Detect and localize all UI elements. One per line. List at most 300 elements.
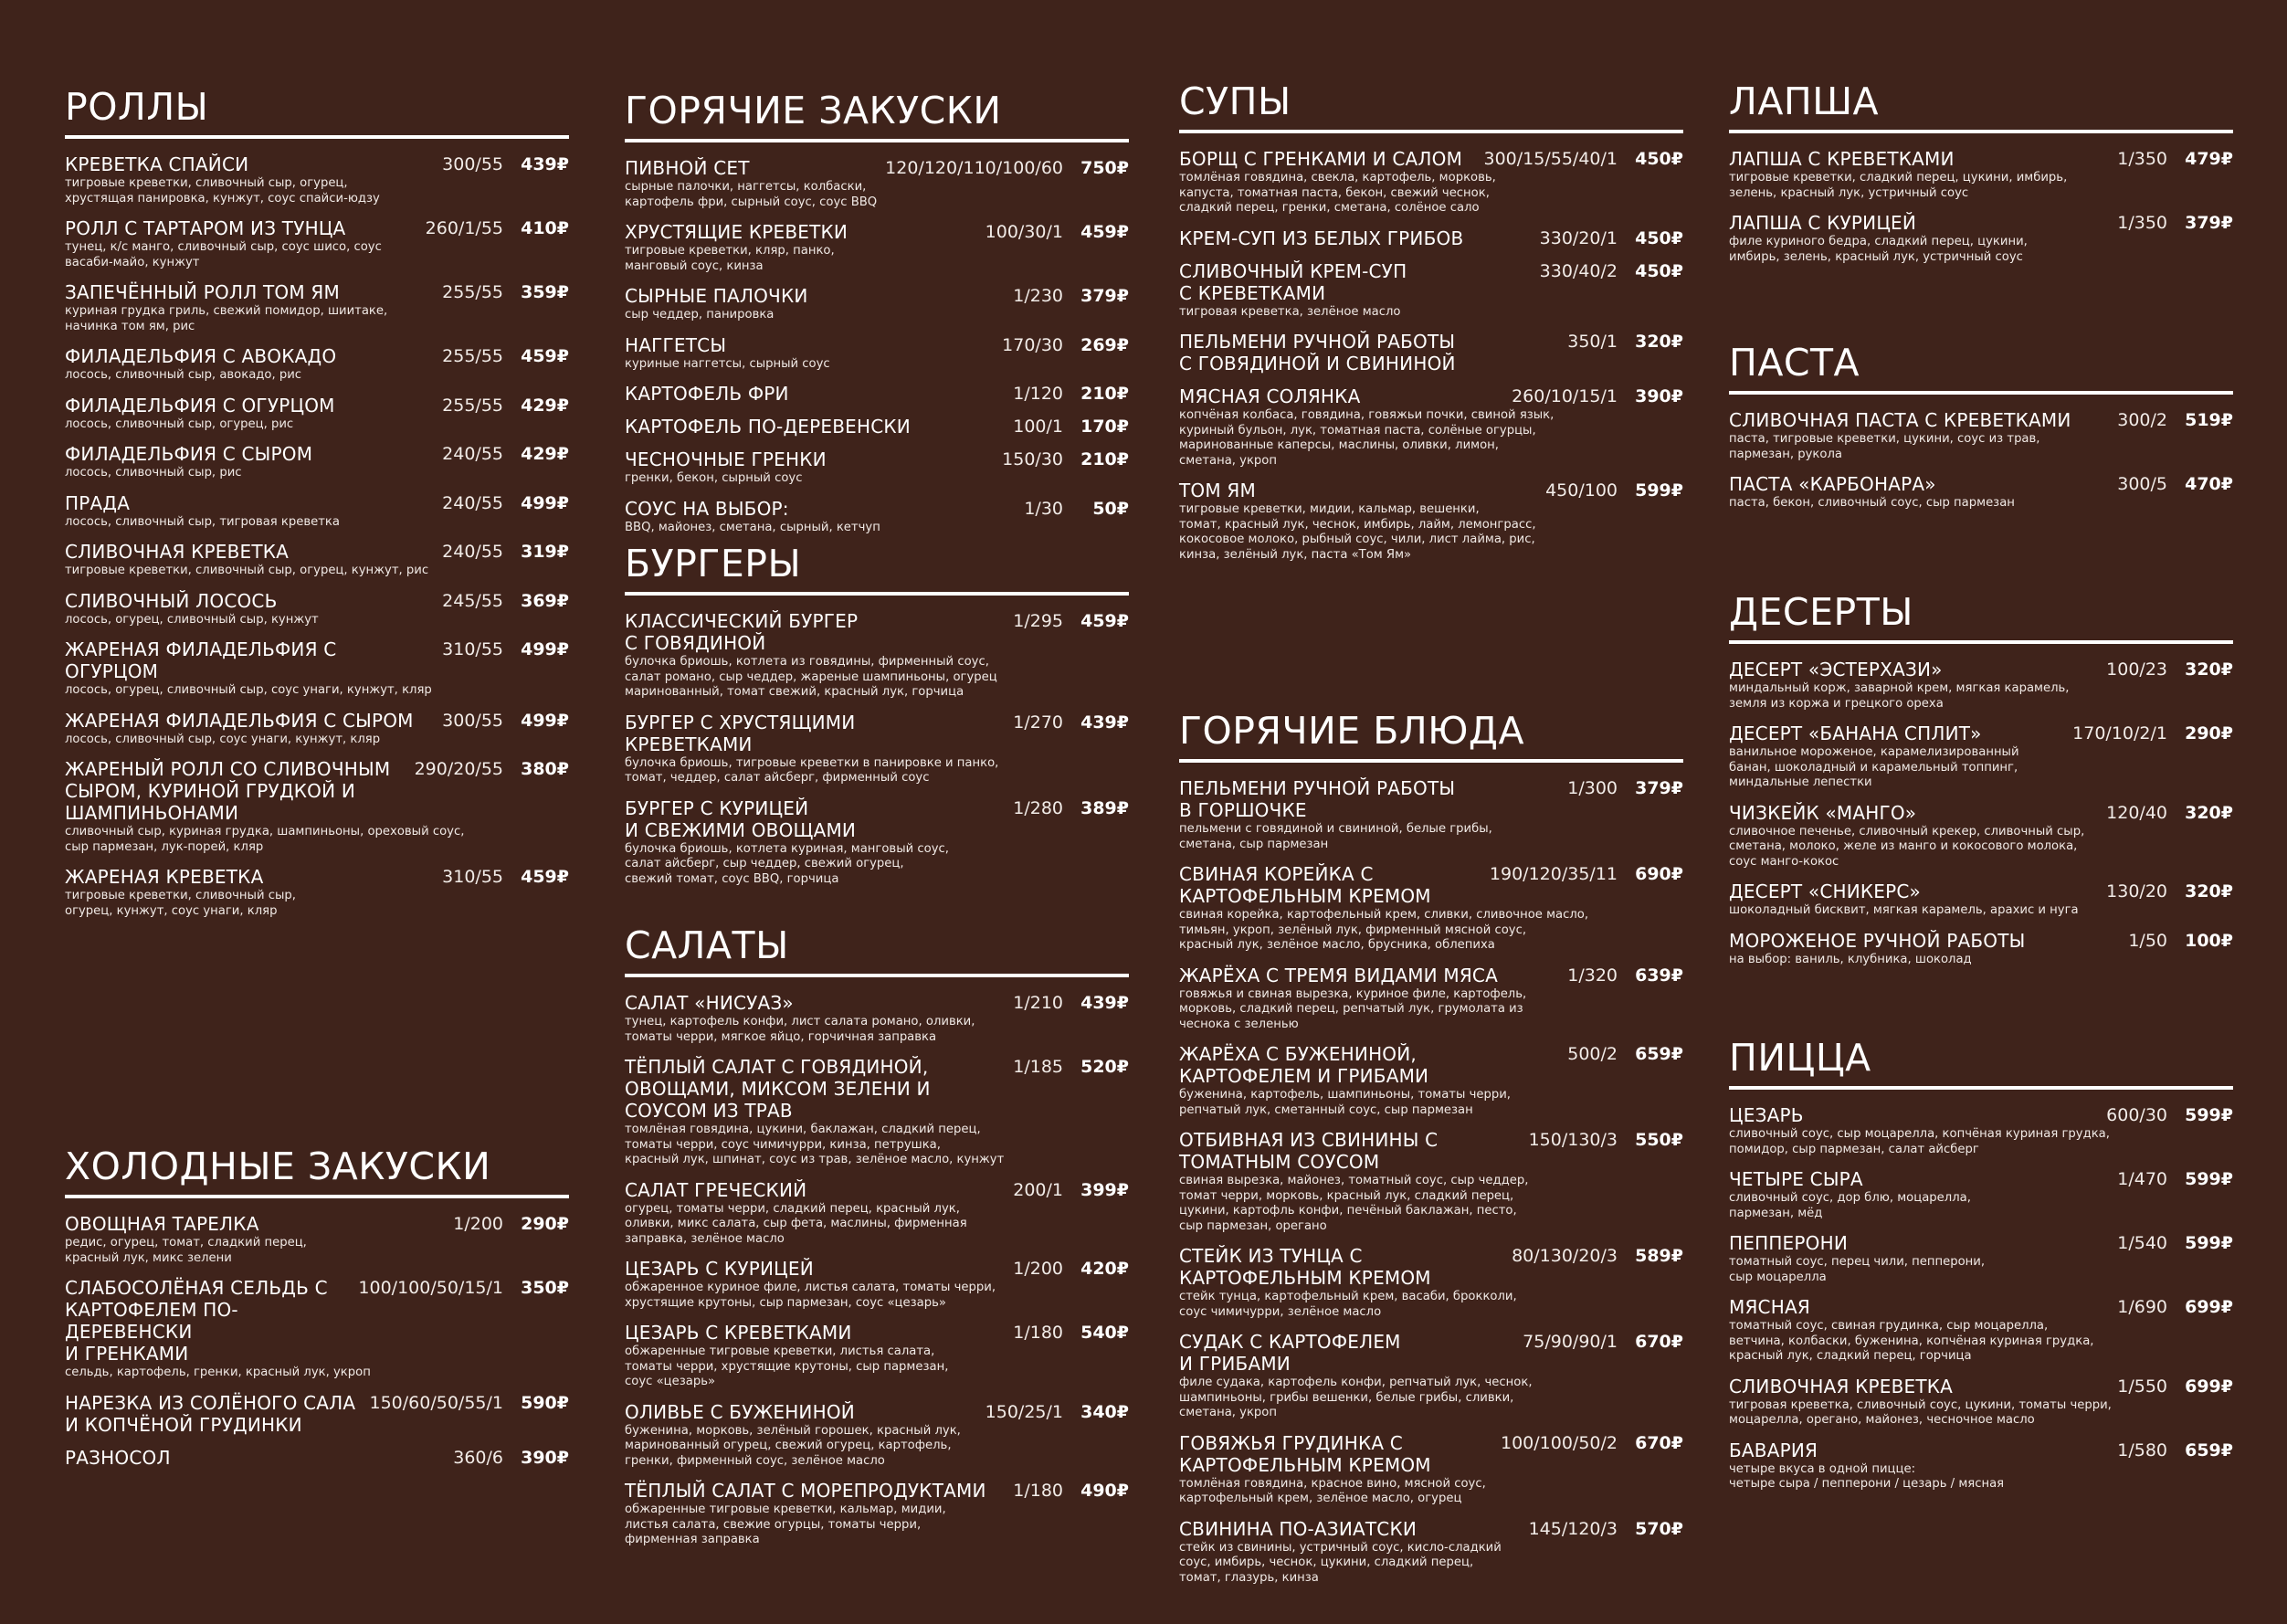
item-description: лосось, сливочный сыр, авокадо, рис (65, 368, 302, 382)
item-weight: 1/50 (2128, 930, 2167, 951)
item-price: 459₽ (1080, 611, 1129, 631)
menu-item (1729, 1232, 2233, 1285)
item-weight: 1/280 (1013, 797, 1063, 818)
item-price: 450₽ (1635, 149, 1683, 169)
item-price: 590₽ (521, 1392, 569, 1413)
item-name: СЛИВОЧНАЯ КРЕВЕТКА (1729, 1375, 1954, 1397)
menu-item-header (625, 334, 1129, 356)
menu-item (65, 1447, 569, 1469)
menu-item-list (1729, 659, 2233, 967)
item-name: КАРТОФЕЛЬ ПО-ДЕРЕВЕНСКИ (625, 416, 911, 438)
menu-item-header (1179, 480, 1683, 501)
menu-item (625, 157, 1129, 210)
menu-item (1179, 1245, 1683, 1320)
menu-item-header (1729, 722, 2233, 744)
menu-item-header (1729, 659, 2233, 680)
menu-item (625, 334, 1129, 373)
item-price: 390₽ (1635, 386, 1683, 406)
item-price: 170₽ (1080, 417, 1129, 437)
item-weight: 150/130/3 (1528, 1130, 1618, 1150)
item-price: 100₽ (2185, 930, 2233, 951)
item-weight: 255/55 (442, 395, 503, 416)
item-description: редис, огурец, томат, сладкий перец, красный лук, микс зелени (65, 1236, 307, 1265)
item-weight: 1/580 (2117, 1439, 2167, 1461)
item-price: 350₽ (521, 1278, 569, 1298)
menu-item (65, 541, 569, 579)
item-name: РАЗНОСОЛ (65, 1446, 171, 1469)
item-name: ЖАРЕНЫЙ РОЛЛ СО СЛИВОЧНЫМ СЫРОМ, КУРИНОЙ ГРУДКОЙ И ШАМПИНЬОНАМИ (65, 758, 391, 824)
menu-item (625, 992, 1129, 1045)
section-pizza (1729, 1035, 2233, 1503)
item-description: огурец, томаты черри, сладкий перец, красный лук, оливки, микс салата, сыр фета, маслины, фирменная заправка, зелёное масло (625, 1201, 967, 1246)
item-description: томлёная говядина, цукини, баклажан, сладкий перец, томаты черри, соус чимичурри, кинза, петрушка, красный лук, шпинат, соус из трав, зелёное масло, кунжут (625, 1123, 1005, 1166)
item-name: ЧЕСНОЧНЫЕ ГРЕНКИ (625, 448, 827, 470)
item-name: СТЕЙК ИЗ ТУНЦА С КАРТОФЕЛЬНЫМ КРЕМОМ (1179, 1245, 1431, 1289)
menu-item (625, 416, 1129, 438)
item-description: лосось, сливочный сыр, тигровая креветка (65, 514, 340, 529)
menu-item (1179, 965, 1683, 1033)
menu-item-header (1729, 1168, 2233, 1190)
item-weight: 255/55 (442, 346, 503, 366)
menu-item (1179, 1518, 1683, 1587)
item-price: 369₽ (521, 590, 569, 611)
menu-item (65, 638, 569, 699)
section-title: РОЛЛЫ (65, 84, 569, 139)
menu-item (65, 443, 569, 481)
menu-item (1179, 148, 1683, 216)
item-name: ПЕЛЬМЕНИ РУЧНОЙ РАБОТЫ В ГОРШОЧКЕ (1179, 777, 1456, 821)
item-name: СЛИВОЧНЫЙ КРЕМ-СУП С КРЕВЕТКАМИ (1179, 259, 1407, 304)
item-price: 659₽ (2185, 1439, 2233, 1461)
menu-item-header (625, 1401, 1129, 1423)
menu-item (65, 710, 569, 748)
item-price: 439₽ (1080, 712, 1129, 733)
menu-item (1729, 212, 2233, 265)
menu-item-header (65, 153, 569, 175)
menu-item (1179, 1043, 1683, 1118)
item-weight: 330/20/1 (1539, 227, 1618, 248)
menu-item-header (1179, 1432, 1683, 1476)
menu-item-header (625, 1258, 1129, 1280)
section-soups (1179, 79, 1683, 574)
item-weight: 1/210 (1013, 993, 1063, 1013)
item-description: булочка бриошь, котлета из говядины, фирменный соус, салат романо, сыр чеддер, жареные шампиньоны, огурец маринованный, томат свежий, красный лук, горчица (625, 655, 997, 699)
item-name: СЛИВОЧНАЯ ПАСТА С КРЕВЕТКАМИ (1729, 409, 2071, 431)
item-weight: 1/540 (2117, 1233, 2167, 1253)
menu-item-header (625, 383, 1129, 405)
item-price: 499₽ (521, 639, 569, 659)
item-price: 359₽ (521, 282, 569, 302)
menu-item (625, 610, 1129, 701)
item-name: МЯСНАЯ СОЛЯНКА (1179, 385, 1361, 407)
menu-item-header (1179, 863, 1683, 907)
item-price: 599₽ (2185, 1105, 2233, 1125)
item-weight: 80/130/20/3 (1512, 1246, 1618, 1266)
menu-item (1729, 473, 2233, 511)
menu-item (1729, 1104, 2233, 1157)
item-description: обжаренные тигровые креветки, кальмар, мидии, листья салата, свежие огурцы, томаты черри, фирменная заправка (625, 1503, 946, 1546)
item-name: КЛАССИЧЕСКИЙ БУРГЕР С ГОВЯДИНОЙ (625, 610, 859, 654)
item-name: ЦЕЗАРЬ С КРЕВЕТКАМИ (625, 1322, 852, 1344)
menu-item (1729, 1439, 2233, 1492)
item-name: ГОВЯЖЬЯ ГРУДИНКА С КАРТОФЕЛЬНЫМ КРЕМОМ (1179, 1431, 1431, 1476)
item-weight: 1/270 (1013, 712, 1063, 733)
section-title: САЛАТЫ (625, 923, 1129, 977)
menu-item-header (625, 1179, 1129, 1201)
item-description: томлёная говядина, красное вино, мясной соус, картофельный крем, зелёное масло, огурец (1179, 1476, 1486, 1505)
menu-item-list (65, 153, 569, 919)
menu-item (1729, 802, 2233, 870)
item-weight: 240/55 (442, 492, 503, 513)
item-weight: 310/55 (442, 639, 503, 659)
item-weight: 300/15/55/40/1 (1483, 149, 1618, 169)
item-name: ПРАДА (65, 491, 131, 514)
item-name: КРЕВЕТКА СПАЙСИ (65, 153, 249, 175)
item-price: 290₽ (521, 1214, 569, 1234)
menu-item-list (1729, 1104, 2233, 1492)
item-weight: 300/2 (2117, 410, 2167, 430)
item-name: ДЕСЕРТ «БАНАНА СПЛИТ» (1729, 722, 1982, 744)
menu-item (625, 1056, 1129, 1168)
item-price: 290₽ (2185, 723, 2233, 743)
item-description: копчёная колбаса, говядина, говяжьи почки, свиной язык, куриный бульон, лук, томатная паста, солёные огурцы, маринованные каперсы, маслины, оливки, лимон, сметана, укроп (1179, 408, 1555, 468)
menu-item-header (65, 1447, 569, 1469)
item-price: 429₽ (521, 395, 569, 416)
item-weight: 1/180 (1013, 1481, 1063, 1501)
item-price: 690₽ (1635, 864, 1683, 884)
item-weight: 240/55 (442, 444, 503, 464)
item-name: ОТБИВНАЯ ИЗ СВИНИНЫ С ТОМАТНЫМ СОУСОМ (1179, 1129, 1439, 1173)
item-weight: 300/5 (2117, 474, 2167, 494)
item-weight: 145/120/3 (1528, 1518, 1618, 1539)
section-title: ЛАПША (1729, 79, 2233, 133)
menu-item-list (65, 1213, 569, 1469)
menu-item (1179, 1129, 1683, 1234)
section-title: БУРГЕРЫ (625, 541, 1129, 596)
menu-item (1179, 227, 1683, 249)
item-description: обжаренные тигровые креветки, листья салата, томаты черри, хрустящие крутоны, сыр пармезан, соус «цезарь» (625, 1345, 949, 1388)
item-price: 320₽ (2185, 659, 2233, 680)
item-weight: 150/25/1 (985, 1401, 1063, 1422)
item-name: ПЕЛЬМЕНИ РУЧНОЙ РАБОТЫ С ГОВЯДИНОЙ И СВИНИНОЙ (1179, 331, 1456, 374)
item-weight: 1/230 (1013, 286, 1063, 306)
menu-item-header (65, 866, 569, 888)
item-name: ФИЛАДЕЛЬФИЯ С СЫРОМ (65, 443, 313, 465)
item-description: миндальный корж, заварной крем, мягкая карамель, земля из коржа и грецкого ореха (1729, 681, 2070, 711)
menu-item (65, 1277, 569, 1381)
menu-item-header (1179, 260, 1683, 304)
item-name: САЛАТ «НИСУАЗ» (625, 992, 794, 1014)
section-cold-snacks (65, 1144, 569, 1480)
item-description: тигровые креветки, сливочный сыр, огурец, хрустящая панировка, кунжут, соус спайси-юдзу (65, 176, 380, 206)
menu-item-header (65, 281, 569, 303)
item-price: 450₽ (1635, 260, 1683, 281)
item-price: 380₽ (521, 759, 569, 779)
item-name: ХРУСТЯЩИЕ КРЕВЕТКИ (625, 221, 848, 243)
item-description: филе судака, картофель конфи, репчатый лук, чеснок, шампиньоны, грибы вешенки, белые грибы, сливки, сметана, укроп (1179, 1376, 1533, 1419)
item-name: СУДАК С КАРТОФЕЛЕМ И ГРИБАМИ (1179, 1331, 1401, 1375)
item-name: РОЛЛ С ТАРТАРОМ ИЗ ТУНЦА (65, 217, 346, 239)
item-price: 589₽ (1635, 1246, 1683, 1266)
menu-item-header (625, 1480, 1129, 1502)
menu-item-header (1179, 227, 1683, 249)
menu-item-header (1179, 148, 1683, 170)
item-name: ЦЕЗАРЬ (1729, 1104, 1804, 1126)
item-description: сыр чеддер, панировка (625, 308, 775, 322)
item-description: тунец, картофель конфи, лист салата романо, оливки, томаты черри, мягкое яйцо, горчичная заправка (625, 1015, 975, 1044)
item-description: филе куриного бедра, сладкий перец, цукини, имбирь, зелень, красный лук, устричный соус (1729, 235, 2028, 264)
item-weight: 450/100 (1545, 480, 1618, 501)
item-name: СЛИВОЧНЫЙ ЛОСОСЬ (65, 589, 278, 612)
menu-item-header (1729, 473, 2233, 495)
menu-item (1729, 722, 2233, 791)
item-description: томатный соус, свиная грудинка, сыр моцарелла, ветчина, колбаски, буженина, копчёная куриная грудка, красный лук, сладкий перец, горчица (1729, 1319, 2094, 1363)
item-name: СВИНАЯ КОРЕЙКА С КАРТОФЕЛЬНЫМ КРЕМОМ (1179, 863, 1431, 907)
menu-item-header (65, 590, 569, 612)
item-description: сырные палочки, наггетсы, колбаски, картофель фри, сырный соус, соус BBQ (625, 180, 878, 209)
menu-item (625, 712, 1129, 786)
item-description: тигровые креветки, сладкий перец, цукини, имбирь, зелень, красный лук, устричный соус (1729, 171, 2068, 200)
menu-item (1179, 1432, 1683, 1507)
menu-item-header (1729, 409, 2233, 431)
item-description: сливочный соус, сыр моцарелла, копчёная куриная грудка, помидор, сыр пармезан, салат айсберг (1729, 1127, 2110, 1156)
item-weight: 350/1 (1567, 332, 1618, 352)
item-description: ванильное мороженое, карамелизированный банан, шоколадный и карамельный топпинг, миндальные лепестки (1729, 745, 2019, 789)
item-name: ЛАПША С КУРИЦЕЙ (1729, 212, 1917, 234)
section-hot-dishes (1179, 708, 1683, 1597)
menu-item (625, 1401, 1129, 1470)
section-title: ГОРЯЧИЕ БЛЮДА (1179, 708, 1683, 763)
menu-item-header (625, 1056, 1129, 1122)
item-price: 439₽ (521, 154, 569, 174)
menu-item (65, 217, 569, 270)
item-name: КАРТОФЕЛЬ ФРИ (625, 383, 789, 405)
section-noodles (1729, 79, 2233, 276)
item-weight: 200/1 (1013, 1179, 1063, 1200)
section-title: ХОЛОДНЫЕ ЗАКУСКИ (65, 1144, 569, 1198)
menu-item-header (65, 710, 569, 732)
item-description: лосось, сливочный сыр, рис (65, 466, 242, 480)
menu-item-header (625, 448, 1129, 470)
menu-item (65, 492, 569, 531)
menu-item (1179, 385, 1683, 469)
menu-item-header (1729, 212, 2233, 234)
item-weight: 290/20/55 (414, 759, 503, 779)
item-price: 599₽ (1635, 480, 1683, 501)
item-description: обжаренное куриное филе, листья салата, томаты черри, хрустящие крутоны, сыр пармезан, соус «цезарь» (625, 1281, 996, 1310)
item-weight: 260/1/55 (425, 218, 503, 238)
menu-item (1179, 480, 1683, 563)
item-price: 599₽ (2185, 1233, 2233, 1253)
menu-item (1179, 777, 1683, 852)
menu-item (625, 1480, 1129, 1548)
menu-item (625, 1258, 1129, 1311)
item-description: тигровые креветки, кляр, панко, манговый соус, кинза (625, 244, 835, 273)
item-price: 379₽ (2185, 213, 2233, 233)
menu-item-header (1179, 1331, 1683, 1375)
item-name: ЖАРЕНАЯ ФИЛАДЕЛЬФИЯ С СЫРОМ (65, 709, 414, 732)
menu-item (1179, 331, 1683, 374)
section-title: ПАСТА (1729, 340, 2233, 395)
item-price: 340₽ (1080, 1401, 1129, 1422)
item-description: буженина, картофель, шампиньоны, томаты черри, репчатый лук, сметанный соус, сыр пармезан (1179, 1088, 1511, 1117)
item-price: 519₽ (2185, 410, 2233, 430)
item-weight: 245/55 (442, 590, 503, 611)
item-weight: 190/120/35/11 (1489, 864, 1618, 884)
item-weight: 1/200 (453, 1214, 503, 1234)
menu-item-header (1179, 385, 1683, 407)
menu-item (1729, 1296, 2233, 1365)
item-name: СОУС НА ВЫБОР: (625, 497, 789, 520)
item-description: булочка бриошь, тигровые креветки в панировке и панко, томат, чеддер, салат айсберг, фирменный соус (625, 755, 999, 785)
menu-item (1729, 1376, 2233, 1429)
item-price: 520₽ (1080, 1057, 1129, 1077)
item-name: ЧЕТЫРЕ СЫРА (1729, 1168, 1863, 1190)
item-name: ЖАРЁХА С БУЖЕНИНОЙ, КАРТОФЕЛЕМ И ГРИБАМИ (1179, 1043, 1429, 1087)
menu-item (1729, 659, 2233, 712)
item-name: ЧИЗКЕЙК «МАНГО» (1729, 801, 1917, 824)
menu-item (1179, 863, 1683, 954)
menu-item-header (1729, 1232, 2233, 1254)
item-price: 659₽ (1635, 1044, 1683, 1064)
item-name: ТЁПЛЫЙ САЛАТ С ГОВЯДИНОЙ, ОВОЩАМИ, МИКСОМ ЗЕЛЕНИ И СОУСОМ ИЗ ТРАВ (625, 1056, 931, 1122)
item-price: 439₽ (1080, 993, 1129, 1013)
menu-item (65, 758, 569, 855)
item-name: ЛАПША С КРЕВЕТКАМИ (1729, 148, 1955, 170)
item-weight: 130/20 (2106, 881, 2167, 902)
menu-item-header (625, 498, 1129, 520)
item-name: ПЕППЕРОНИ (1729, 1232, 1848, 1254)
item-description: BBQ, майонез, сметана, сырный, кетчуп (625, 520, 880, 534)
item-name: ФИЛАДЕЛЬФИЯ С АВОКАДО (65, 345, 337, 367)
section-desserts (1729, 589, 2233, 978)
menu-item (625, 1179, 1129, 1248)
item-weight: 120/40 (2106, 802, 2167, 823)
item-weight: 1/350 (2117, 149, 2167, 169)
item-name: СЛИВОЧНАЯ КРЕВЕТКА (65, 541, 290, 563)
menu-item (1729, 148, 2233, 201)
item-price: 599₽ (2185, 1169, 2233, 1189)
menu-item-list (625, 610, 1129, 887)
item-name: ФИЛАДЕЛЬФИЯ С ОГУРЦОМ (65, 394, 335, 417)
item-name: САЛАТ ГРЕЧЕСКИЙ (625, 1178, 807, 1201)
item-price: 269₽ (1080, 334, 1129, 355)
section-salads (625, 923, 1129, 1559)
menu-item-header (625, 797, 1129, 841)
item-description: стейк тунца, картофельный крем, васаби, брокколи, соус чимичурри, зелёное масло (1179, 1290, 1517, 1319)
menu-item-header (65, 541, 569, 563)
item-description: шоколадный бисквит, мягкая карамель, арахис и нуга (1729, 903, 2079, 917)
item-description: тигровые креветки, сливочный сыр, огурец, кунжут, рис (65, 564, 429, 577)
menu-item-list (1729, 148, 2233, 265)
item-name: НАГГЕТСЫ (625, 333, 727, 356)
menu-item-header (1179, 1518, 1683, 1540)
menu-item-header (625, 992, 1129, 1014)
item-weight: 1/320 (1567, 965, 1618, 986)
menu-item (1179, 1331, 1683, 1421)
menu-item (625, 498, 1129, 536)
menu-item (65, 1392, 569, 1436)
menu-item-header (1729, 930, 2233, 952)
item-price: 389₽ (1080, 797, 1129, 818)
item-weight: 100/23 (2106, 659, 2167, 680)
menu-item-header (1729, 1439, 2233, 1461)
section-rolls (65, 84, 569, 930)
menu-item (65, 866, 569, 919)
menu-item (625, 285, 1129, 323)
item-name: ОВОЩНАЯ ТАРЕЛКА (65, 1213, 259, 1235)
item-description: тигровые креветки, сливочный сыр, огурец, кунжут, соус унаги, кляр (65, 889, 296, 918)
item-weight: 600/30 (2106, 1105, 2167, 1125)
menu-item-header (625, 610, 1129, 654)
item-price: 379₽ (1080, 286, 1129, 306)
item-price: 379₽ (1635, 778, 1683, 798)
item-weight: 1/550 (2117, 1376, 2167, 1397)
menu-item (625, 1322, 1129, 1390)
menu-item-list (1179, 148, 1683, 563)
menu-item-header (1729, 881, 2233, 902)
item-price: 450₽ (1635, 227, 1683, 248)
item-price: 639₽ (1635, 965, 1683, 986)
item-description: свиная корейка, картофельный крем, сливки, сливочное масло, тимьян, укроп, зелёный лук, фирменный мясной соус, красный лук, зелёное масло, брусника, облепиха (1179, 908, 1589, 952)
item-description: четыре вкуса в одной пицце: четыре сыра / пепперони / цезарь / мясная (1729, 1461, 2005, 1491)
menu-item-header (1179, 1245, 1683, 1289)
section-hot-snacks (625, 88, 1129, 546)
item-weight: 100/100/50/15/1 (358, 1278, 503, 1298)
item-description: лосось, огурец, сливочный сыр, кунжут (65, 612, 319, 627)
item-name: ТОМ ЯМ (1179, 480, 1256, 501)
menu-item (1179, 260, 1683, 321)
item-name: МЯСНАЯ (1729, 1296, 1810, 1318)
item-price: 320₽ (2185, 802, 2233, 823)
item-price: 410₽ (521, 218, 569, 238)
item-weight: 1/350 (2117, 213, 2167, 233)
item-weight: 1/300 (1567, 778, 1618, 798)
item-weight: 1/185 (1013, 1057, 1063, 1077)
item-description: куриные наггетсы, сырный соус (625, 356, 830, 371)
item-price: 499₽ (521, 710, 569, 731)
menu-item-header (625, 416, 1129, 438)
menu-item (625, 383, 1129, 405)
item-description: булочка бриошь, котлета куриная, манговый соус, салат айсберг, сыр чеддер, свежий огурец, свежий томат, соус BBQ, горчица (625, 841, 949, 886)
menu-item-list (1729, 409, 2233, 511)
item-name: ПИВНОЙ СЕТ (625, 157, 750, 179)
item-description: на выбор: ваниль, клубника, шоколад (1729, 952, 1972, 966)
item-description: сельдь, картофель, гренки, красный лук, укроп (65, 1366, 371, 1379)
menu-item (65, 153, 569, 206)
item-name: ТЁПЛЫЙ САЛАТ С МОРЕПРОДУКТАМИ (625, 1480, 986, 1502)
item-price: 459₽ (1080, 222, 1129, 242)
item-price: 750₽ (1080, 158, 1129, 178)
item-description: пельмени с говядиной и свининой, белые грибы, сметана, сыр пармезан (1179, 822, 1492, 851)
item-description: паста, бекон, сливочный соус, сыр пармезан (1729, 496, 2015, 510)
item-weight: 1/470 (2117, 1169, 2167, 1189)
item-weight: 310/55 (442, 867, 503, 887)
item-weight: 300/55 (442, 154, 503, 174)
menu-item (1729, 881, 2233, 919)
menu-item (65, 395, 569, 433)
item-description: куриная грудка гриль, свежий помидор, шиитаке, начинка том ям, рис (65, 304, 388, 333)
item-weight: 120/120/110/100/60 (885, 158, 1063, 178)
section-title: ПИЦЦА (1729, 1035, 2233, 1090)
item-description: стейк из свинины, устричный соус, кисло-сладкий соус, имбирь, чеснок, цукини, сладкий перец, томат, глазурь, кинза (1179, 1540, 1502, 1585)
section-title: СУПЫ (1179, 79, 1683, 133)
menu-item-header (1179, 1129, 1683, 1173)
item-name: ОЛИВЬЕ С БУЖЕНИНОЙ (625, 1400, 855, 1423)
item-weight: 100/30/1 (985, 222, 1063, 242)
item-weight: 240/55 (442, 542, 503, 562)
item-description: сливочный соус, дор блю, моцарелла, пармезан, мёд (1729, 1191, 1971, 1220)
